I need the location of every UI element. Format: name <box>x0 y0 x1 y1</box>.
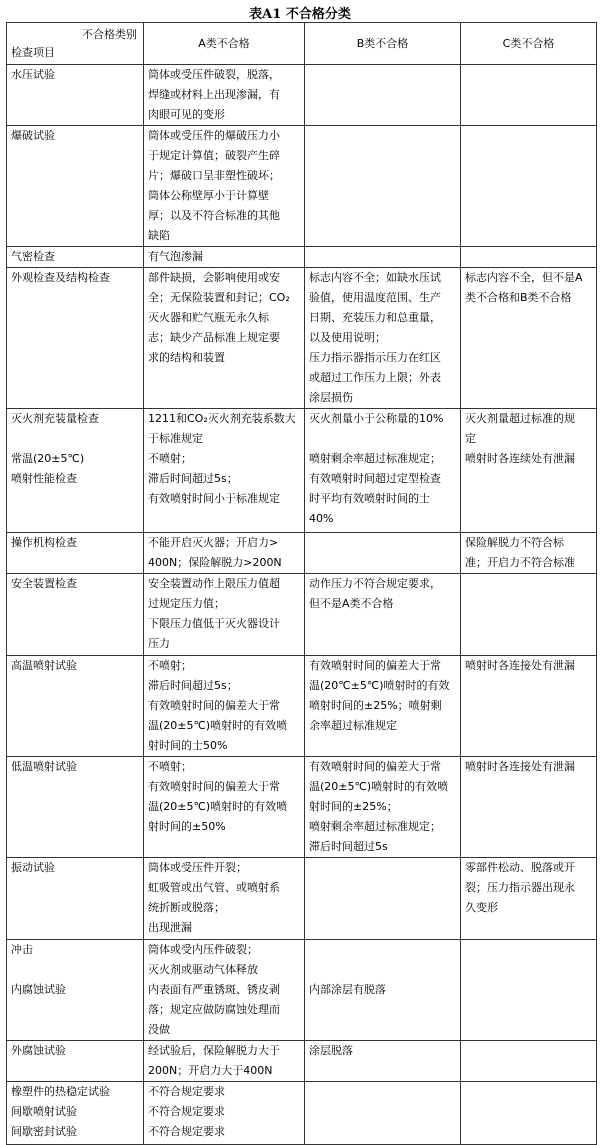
cell-line: 喷射时各连接处有泄漏 <box>465 760 575 773</box>
class-c-cell <box>461 65 597 126</box>
cell-line: 片；爆破口呈非塑性破坏； <box>148 169 280 182</box>
class-c-cell <box>461 940 597 1041</box>
class-c-cell <box>461 858 597 940</box>
class-a-cell <box>144 656 305 757</box>
class-a-cell <box>144 247 305 268</box>
cell-line: 标志内容不全，但不是A <box>465 271 583 284</box>
cell-line: 落；规定应做防腐蚀处理而 <box>148 1003 280 1016</box>
cell-line: 灭火剂充装量检查 <box>11 412 99 425</box>
col-header-b: B类不合格 <box>305 23 461 65</box>
cell-line <box>309 940 456 960</box>
class-b-cell <box>305 1082 461 1145</box>
cell-line: 不符合规定要求 <box>148 1105 225 1118</box>
cell-line: 不符合规定要求 <box>148 1085 225 1098</box>
cell-line: 橡塑件的热稳定试验 <box>11 1085 110 1098</box>
cell-line: 外腐蚀试验 <box>11 1044 66 1057</box>
class-a-cell <box>144 757 305 858</box>
cell-line: 间歇喷射试验 <box>11 1105 77 1118</box>
cell-line: 求的结构和装置 <box>148 351 225 364</box>
cell-line: 不符合规定要求 <box>148 1125 225 1138</box>
cell-line: 喷射时间的±25%；喷射剩 <box>309 699 442 712</box>
cell-line: 时平均有效喷射时间的士 <box>309 492 430 505</box>
cell-line: 喷射剩余率超过标准规定； <box>309 452 441 465</box>
cell-line: 类不合格和B类不合格 <box>465 291 572 304</box>
cell-line: 外观检查及结构检查 <box>11 271 110 284</box>
item-cell <box>7 126 144 247</box>
cell-line: 1211和CO₂灭火剂充装系数大 <box>148 412 296 425</box>
cell-line: 灭火剂或驱动气体释放 <box>148 963 258 976</box>
class-a-cell <box>144 858 305 940</box>
cell-line <box>11 960 139 980</box>
table-row <box>7 268 597 409</box>
cell-line: 全；无保险装置和封记；CO₂ <box>148 291 290 304</box>
cell-line: 有效喷射时间超过定型检查 <box>309 472 441 485</box>
class-a-cell <box>144 126 305 247</box>
cell-line: 统折断或脱落； <box>148 901 225 914</box>
class-a-cell <box>144 409 305 533</box>
table-row <box>7 409 597 533</box>
cell-line: 温(20±5℃)喷射时的有效喷 <box>148 719 288 732</box>
cell-line: 爆破试验 <box>11 129 55 142</box>
cell-line: 厚；以及不符合标准的其他 <box>148 209 280 222</box>
class-b-cell <box>305 65 461 126</box>
class-b-cell <box>305 656 461 757</box>
cell-line: 滞后时间超过5s； <box>148 472 238 485</box>
table-row <box>7 533 597 574</box>
class-a-cell <box>144 1082 305 1145</box>
cell-line: 标志内容不全；如缺水压试 <box>309 271 441 284</box>
class-c-cell <box>461 656 597 757</box>
cell-line: 于规定计算值；破裂产生碎 <box>148 149 280 162</box>
cell-line: 高温喷射试验 <box>11 659 77 672</box>
class-b-cell <box>305 533 461 574</box>
cell-line: 灭火器和贮气瓶无永久标 <box>148 311 269 324</box>
cell-line: 日期、充装压力和总重量， <box>309 311 441 324</box>
item-cell <box>7 1041 144 1082</box>
table-title: 表A1 不合格分类 <box>249 7 351 22</box>
cell-line: 肉眼可见的变形 <box>148 108 225 121</box>
cell-line <box>309 960 456 980</box>
item-cell <box>7 1082 144 1145</box>
cell-line: 过规定压力值； <box>148 597 225 610</box>
class-a-cell <box>144 65 305 126</box>
class-b-cell <box>305 1041 461 1082</box>
cell-line: 但不是A类不合格 <box>309 597 394 610</box>
cell-line: 有气泡渗漏 <box>148 250 203 263</box>
table-row <box>7 757 597 858</box>
cell-line: 安全装置动作上限压力值超 <box>148 577 280 590</box>
cell-line: 裂；压力指示器出现永 <box>465 881 575 894</box>
col-header-c: C类不合格 <box>461 23 597 65</box>
cell-line: 筒体或受压件开裂； <box>148 861 247 874</box>
table-row <box>7 1041 597 1082</box>
item-cell <box>7 940 144 1041</box>
table-row <box>7 1082 597 1145</box>
cell-line: 温(20℃±5℃)喷射时的有效 <box>309 679 450 692</box>
cell-line: 灭火剂量小于公称量的10% <box>309 412 444 425</box>
class-b-cell <box>305 126 461 247</box>
class-b-cell <box>305 940 461 1041</box>
cell-line: 不喷射； <box>148 659 192 672</box>
cell-line: 喷射性能检查 <box>11 472 77 485</box>
class-c-cell <box>461 533 597 574</box>
class-a-cell <box>144 940 305 1041</box>
cell-line: 筒体或受压件的爆破压力小 <box>148 129 280 142</box>
cell-line: 有效喷射时间的偏差大于常 <box>148 780 280 793</box>
cell-line: 虹吸管或出气管、或喷射系 <box>148 881 280 894</box>
class-b-cell <box>305 409 461 533</box>
table-row <box>7 574 597 656</box>
cell-line: 定 <box>465 432 476 445</box>
item-cell <box>7 65 144 126</box>
class-c-cell <box>461 1041 597 1082</box>
cell-line: 保险解脱力不符合标 <box>465 536 564 549</box>
cell-line: 没做 <box>148 1023 170 1036</box>
class-a-cell <box>144 574 305 656</box>
cell-line: 40% <box>309 512 334 525</box>
cell-line: 400N；保险解脱力>200N <box>148 556 282 569</box>
cell-line: 温(20±5℃)喷射时的有效喷 <box>309 780 449 793</box>
cell-line: 经试验后，保险解脱力大于 <box>148 1044 280 1057</box>
cell-line: 常温(20±5℃) <box>11 452 85 465</box>
cell-line: 内表面有严重锈斑、锈皮剥 <box>148 983 280 996</box>
cell-line: 安全装置检查 <box>11 577 77 590</box>
cell-line: 涂层脱落 <box>309 1044 353 1057</box>
item-label: 检查项目 <box>11 46 55 59</box>
table-row <box>7 940 597 1041</box>
cell-line: 内腐蚀试验 <box>11 983 66 996</box>
cell-line: 零部件松动、脱落或开 <box>465 861 575 874</box>
cell-line: 射时间的士50% <box>148 739 228 752</box>
cell-line: 操作机构检查 <box>11 536 77 549</box>
cell-line: 准；开启力不符合标准 <box>465 556 575 569</box>
cell-line: 冲击 <box>11 943 33 956</box>
cell-line: 筒体或受内压件破裂； <box>148 943 258 956</box>
table-row <box>7 65 597 126</box>
cell-line: 喷射时各连续处有泄漏 <box>465 452 575 465</box>
class-c-cell <box>461 574 597 656</box>
cell-line: 射时间的±25%； <box>309 800 398 813</box>
cell-line: 有效喷射时间小于标准规定 <box>148 492 280 505</box>
cell-line: 不喷射； <box>148 452 192 465</box>
class-b-cell <box>305 757 461 858</box>
table-row <box>7 656 597 757</box>
table-row <box>7 247 597 268</box>
cell-line: 有效喷射时间的偏差大于常 <box>148 699 280 712</box>
cell-line: 滞后时间超过5s <box>309 840 388 853</box>
corner-header-cell <box>7 23 144 65</box>
class-c-cell <box>461 757 597 858</box>
class-b-cell <box>305 268 461 409</box>
cell-line: 部件缺损，会影响使用或安 <box>148 271 280 284</box>
cell-line: 余率超过标准规定 <box>309 719 397 732</box>
cell-line: 动作压力不符合规定要求， <box>309 577 441 590</box>
cell-line: 低温喷射试验 <box>11 760 77 773</box>
cell-line: 内部涂层有脱落 <box>309 983 386 996</box>
item-cell <box>7 757 144 858</box>
category-label: 不合格类别 <box>82 28 137 41</box>
cell-line: 200N；开启力大于400N <box>148 1064 273 1077</box>
item-cell <box>7 268 144 409</box>
class-c-cell <box>461 126 597 247</box>
cell-line: 不能开启灭火器；开启力> <box>148 536 279 549</box>
cell-line: 出现泄漏 <box>148 921 192 934</box>
cell-line: 喷射剩余率超过标准规定； <box>309 820 441 833</box>
cell-line: 滞后时间超过5s； <box>148 679 238 692</box>
class-c-cell <box>461 409 597 533</box>
cell-line: 射时间的±50% <box>148 820 226 833</box>
class-c-cell <box>461 247 597 268</box>
cell-line: 气密检查 <box>11 250 55 263</box>
item-cell <box>7 247 144 268</box>
cell-line: 或超过工作压力上限；外表 <box>309 371 441 384</box>
nonconformity-table <box>6 22 597 1145</box>
cell-line: 以及使用说明； <box>309 331 386 344</box>
cell-line <box>11 429 139 449</box>
class-c-cell <box>461 268 597 409</box>
item-cell <box>7 533 144 574</box>
cell-line: 温(20±5℃)喷射时的有效喷 <box>148 800 288 813</box>
cell-line: 筒体或受压件破裂，脱落， <box>148 68 280 81</box>
class-a-cell <box>144 533 305 574</box>
item-cell <box>7 858 144 940</box>
col-header-a: A类不合格 <box>144 23 305 65</box>
cell-line: 灭火剂量超过标准的规 <box>465 412 575 425</box>
cell-line: 焊缝或材料上出现渗漏，有 <box>148 88 280 101</box>
cell-line: 验值，使用温度范围、生产 <box>309 291 441 304</box>
cell-line: 压力指示器指示压力在红区 <box>309 351 441 364</box>
cell-line <box>309 429 456 449</box>
table-row <box>7 126 597 247</box>
cell-line: 缺陷 <box>148 229 170 242</box>
cell-line: 有效喷射时间的偏差大于常 <box>309 659 441 672</box>
class-b-cell <box>305 858 461 940</box>
class-a-cell <box>144 1041 305 1082</box>
cell-line: 喷射时各连接处有泄漏 <box>465 659 575 672</box>
cell-line: 水压试验 <box>11 68 55 81</box>
cell-line: 间歇密封试验 <box>11 1125 77 1138</box>
item-cell <box>7 409 144 533</box>
cell-line: 久变形 <box>465 901 498 914</box>
cell-line: 志；缺少产品标准上规定要 <box>148 331 280 344</box>
item-cell <box>7 656 144 757</box>
class-b-cell <box>305 247 461 268</box>
cell-line: 不喷射； <box>148 760 192 773</box>
cell-line: 筒体公称壁厚小于计算壁 <box>148 189 269 202</box>
header-row <box>7 23 597 65</box>
class-b-cell <box>305 574 461 656</box>
cell-line: 涂层损伤 <box>309 391 353 404</box>
item-cell <box>7 574 144 656</box>
table-row <box>7 858 597 940</box>
cell-line: 振动试验 <box>11 861 55 874</box>
class-c-cell <box>461 1082 597 1145</box>
cell-line: 下限压力值低于灭火器设计 <box>148 617 280 630</box>
cell-line: 压力 <box>148 637 170 650</box>
cell-line: 于标准规定 <box>148 432 203 445</box>
class-a-cell <box>144 268 305 409</box>
cell-line: 有效喷射时间的偏差大于常 <box>309 760 441 773</box>
